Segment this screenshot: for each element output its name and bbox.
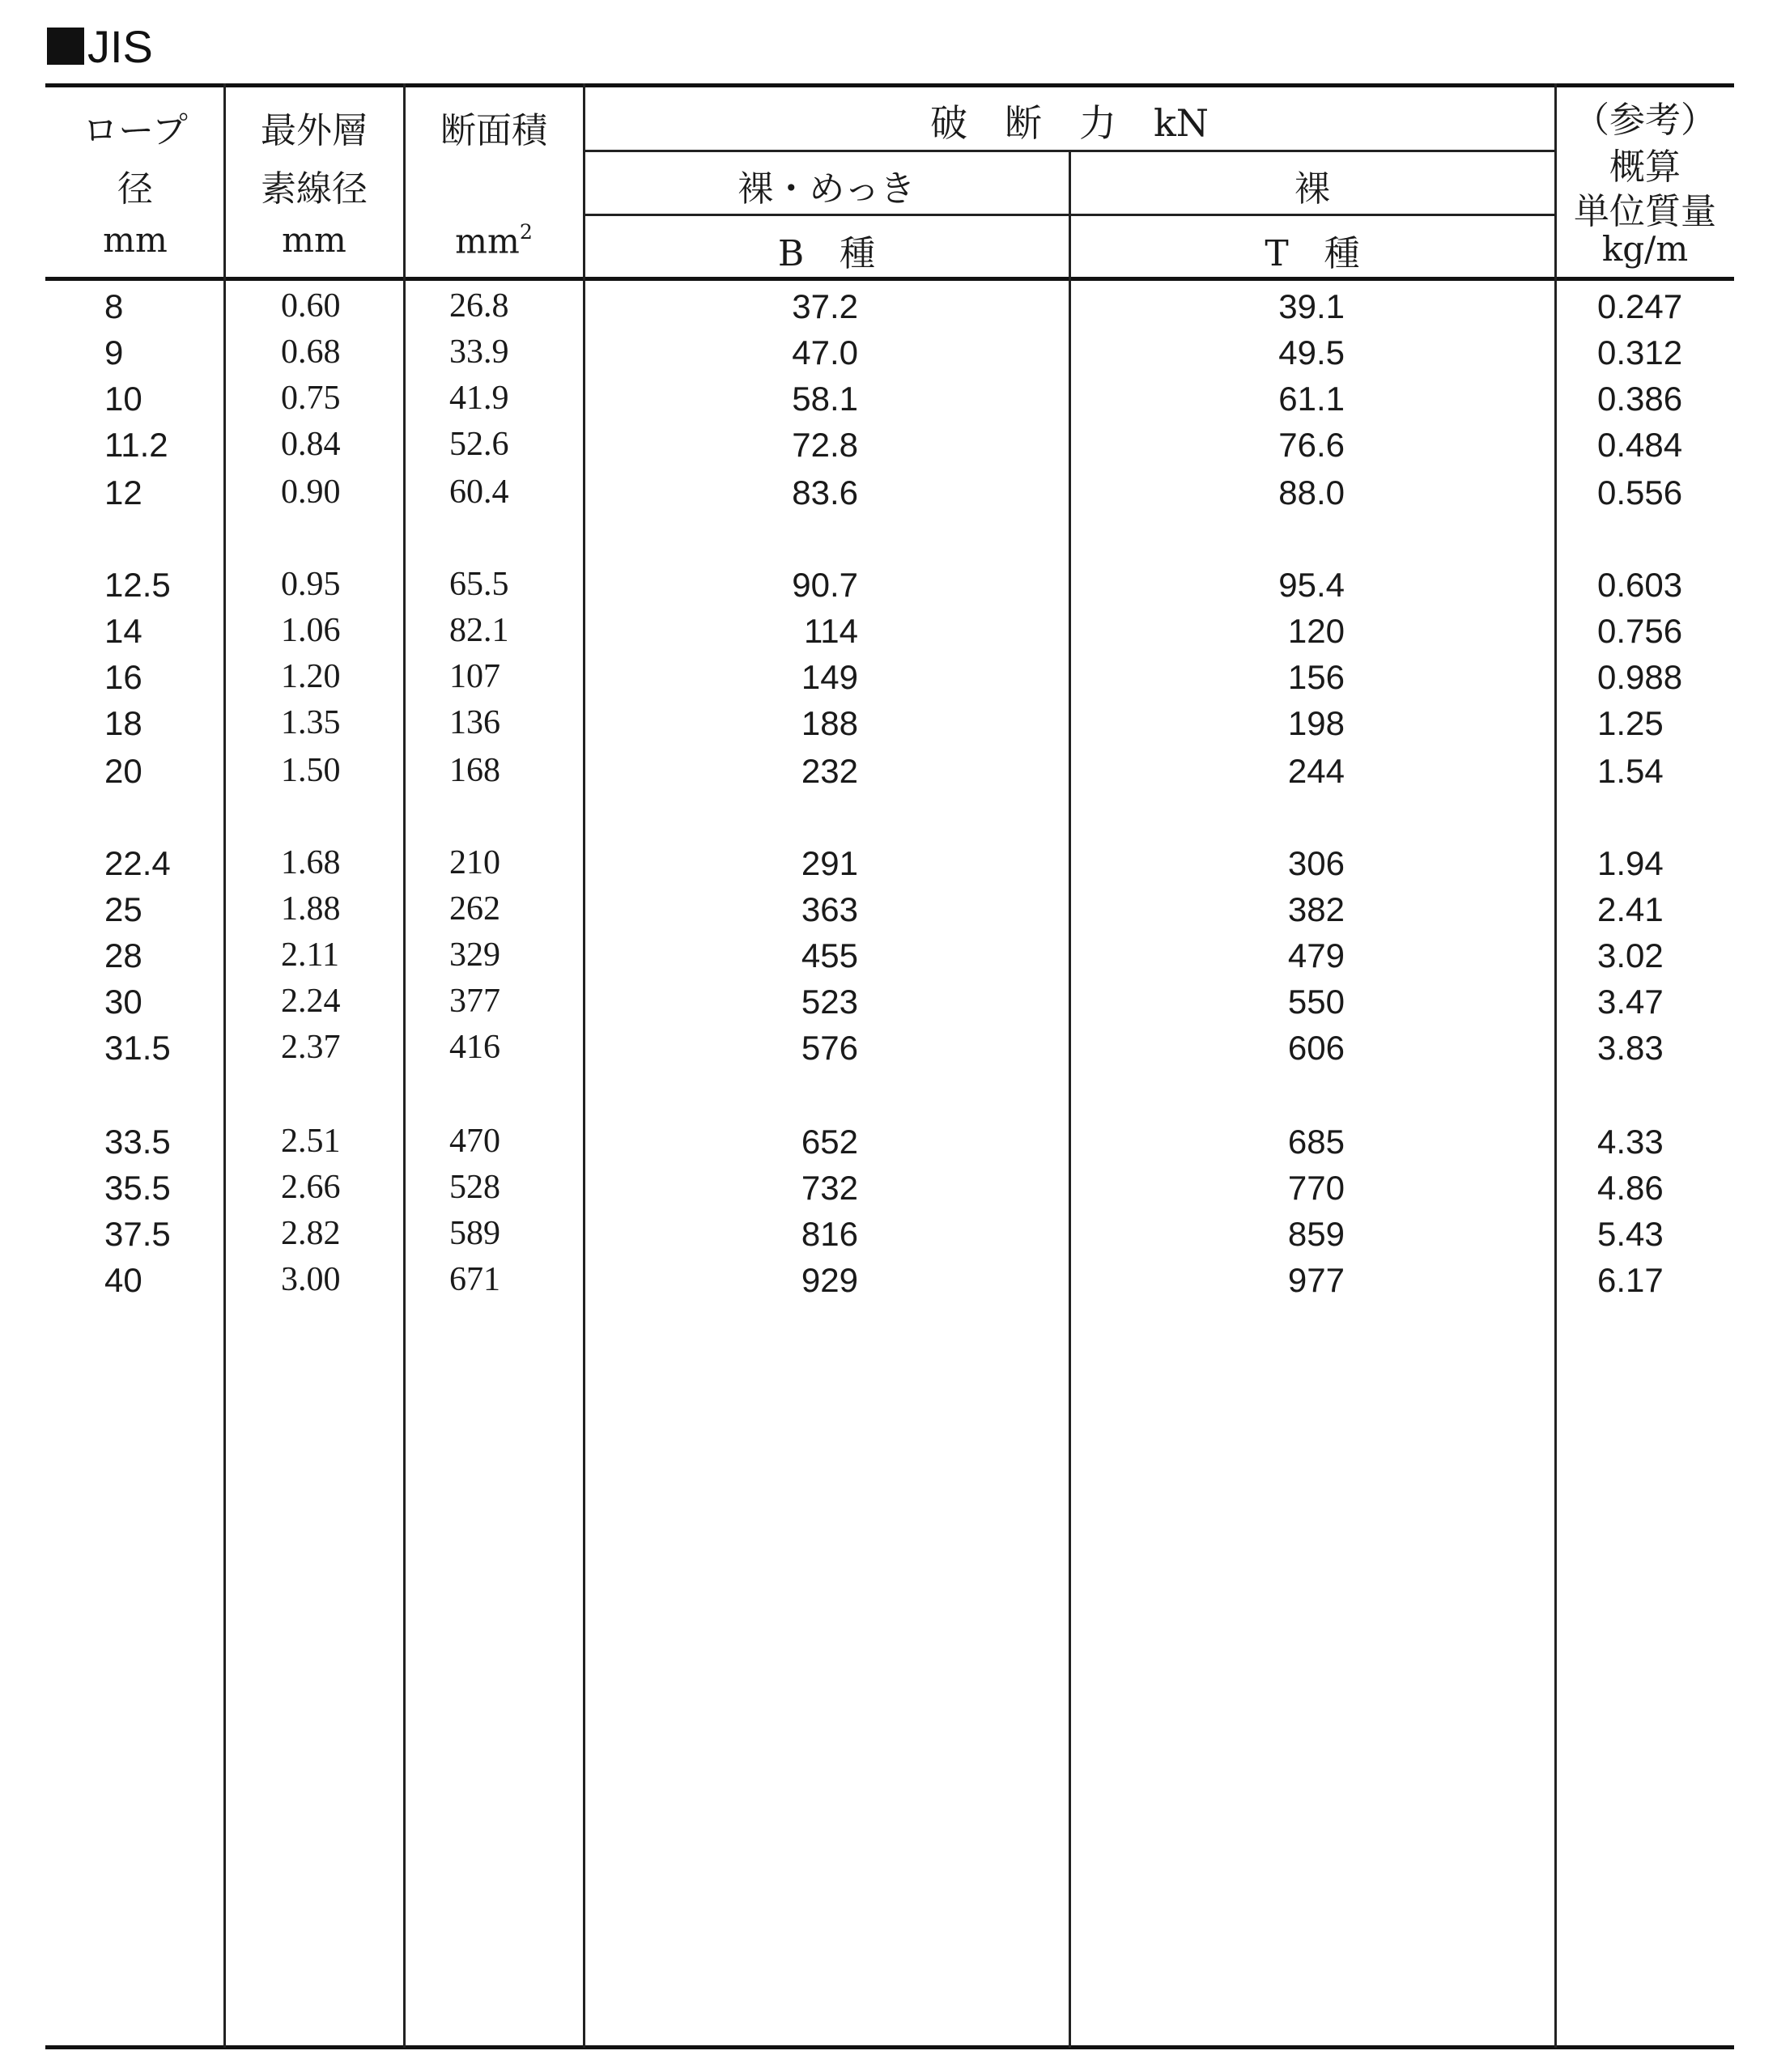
square-bullet-icon — [47, 28, 84, 65]
cell-unit-mass: 0.247 — [1597, 287, 1683, 325]
header-area-unit: $mm^2$ — [455, 220, 533, 261]
header-bottom-rule — [45, 277, 1734, 281]
cell-rope-diameter: 37.5 — [104, 1215, 171, 1253]
cell-rope-diameter: 18 — [104, 704, 142, 742]
cell-breaking-force-t: 685 — [1287, 1123, 1345, 1161]
cell-wire-diameter: 1.50 — [281, 752, 341, 789]
cell-wire-diameter: 1.06 — [281, 612, 341, 649]
cell-breaking-force-b: 929 — [801, 1261, 858, 1299]
cell-unit-mass: 3.83 — [1597, 1029, 1664, 1067]
header-rope-label: ロープ — [83, 110, 188, 151]
cell-breaking-force-t: 479 — [1287, 936, 1345, 974]
cell-cross-section: 329 — [449, 936, 500, 974]
cell-cross-section: 82.1 — [449, 612, 509, 649]
column-divider — [583, 83, 585, 2048]
cell-rope-diameter: 14 — [104, 612, 142, 650]
cell-wire-diameter: 2.51 — [281, 1123, 341, 1160]
cell-cross-section: 33.9 — [449, 333, 509, 371]
cell-rope-diameter: 8 — [104, 287, 124, 325]
cell-wire-diameter: 0.90 — [281, 473, 341, 511]
header-bare-galvanized: 裸・めっき — [738, 168, 916, 210]
cell-breaking-force-t: 606 — [1287, 1029, 1345, 1067]
cell-rope-diameter: 11.2 — [104, 426, 168, 464]
cell-unit-mass: 1.25 — [1597, 704, 1664, 742]
cell-breaking-force-t: 156 — [1287, 658, 1345, 696]
cell-unit-mass: 0.756 — [1597, 612, 1683, 650]
cell-rope-diameter: 20 — [104, 752, 142, 790]
cell-wire-diameter: 0.84 — [281, 426, 341, 463]
column-divider — [1069, 150, 1071, 2048]
cell-breaking-force-b: 149 — [801, 658, 858, 696]
cell-wire-diameter: 1.35 — [281, 704, 341, 741]
header-unit-mass: 単位質量 — [1574, 191, 1716, 232]
cell-breaking-force-b: 455 — [801, 936, 858, 974]
cell-breaking-force-b: 90.7 — [792, 566, 858, 604]
cell-breaking-force-t: 859 — [1287, 1215, 1345, 1253]
cell-cross-section: 52.6 — [449, 426, 509, 463]
table-title — [47, 18, 153, 74]
cell-breaking-force-b: 37.2 — [792, 287, 858, 325]
column-divider — [403, 83, 406, 2048]
cell-cross-section: 416 — [449, 1029, 500, 1066]
cell-cross-section: 470 — [449, 1123, 500, 1160]
header-grade-t: T 種 — [1265, 233, 1360, 274]
cell-unit-mass: 0.484 — [1597, 426, 1683, 464]
cell-unit-mass: 0.312 — [1597, 333, 1683, 372]
cell-rope-diameter: 10 — [104, 380, 142, 418]
cell-unit-mass: 3.02 — [1597, 936, 1664, 974]
cell-cross-section: 377 — [449, 983, 500, 1020]
cell-rope-diameter: 40 — [104, 1261, 142, 1299]
cell-wire-diameter: 2.37 — [281, 1029, 341, 1066]
column-divider — [1554, 83, 1557, 2048]
cell-breaking-force-b: 652 — [801, 1123, 858, 1161]
cell-cross-section: 528 — [449, 1169, 500, 1206]
cell-rope-diameter: 35.5 — [104, 1169, 171, 1207]
cell-cross-section: 65.5 — [449, 566, 509, 603]
cell-breaking-force-t: 306 — [1287, 844, 1345, 882]
cell-unit-mass: 2.41 — [1597, 890, 1664, 928]
cell-unit-mass: 3.47 — [1597, 983, 1664, 1021]
cell-wire-diameter: 1.68 — [281, 844, 341, 881]
cell-cross-section: 107 — [449, 658, 500, 695]
cell-breaking-force-b: 363 — [801, 890, 858, 928]
cell-breaking-force-t: 244 — [1287, 752, 1345, 790]
header-wire-diameter-label: 素線径 — [261, 168, 368, 210]
cell-wire-diameter: 0.75 — [281, 380, 341, 417]
header-wire-unit: mm — [282, 220, 346, 260]
cell-breaking-force-t: 61.1 — [1278, 380, 1345, 418]
cell-rope-diameter: 9 — [104, 333, 124, 372]
cell-rope-diameter: 25 — [104, 890, 142, 928]
cell-unit-mass: 1.94 — [1597, 844, 1664, 882]
header-mass-unit: kg/m — [1601, 229, 1689, 269]
header-approximate: 概算 — [1609, 146, 1681, 188]
table-bottom-rule — [45, 2045, 1734, 2049]
cell-wire-diameter: 0.68 — [281, 333, 341, 371]
cell-rope-diameter: 30 — [104, 983, 142, 1021]
cell-wire-diameter: 2.11 — [281, 936, 339, 974]
cell-rope-diameter: 28 — [104, 936, 142, 974]
cell-breaking-force-t: 39.1 — [1278, 287, 1345, 325]
cell-cross-section: 210 — [449, 844, 500, 881]
cell-rope-diameter: 16 — [104, 658, 142, 696]
cell-breaking-force-b: 232 — [801, 752, 858, 790]
header-grade-b: B 種 — [777, 233, 876, 274]
cell-cross-section: 26.8 — [449, 287, 509, 325]
header-outer-layer-label: 最外層 — [261, 110, 368, 151]
header-divider-1 — [585, 150, 1557, 152]
cell-unit-mass: 0.988 — [1597, 658, 1683, 696]
cell-wire-diameter: 1.20 — [281, 658, 341, 695]
cell-breaking-force-t: 76.6 — [1278, 426, 1345, 464]
cell-breaking-force-b: 58.1 — [792, 380, 858, 418]
header-rope-unit: mm — [103, 220, 168, 260]
cell-wire-diameter: 2.66 — [281, 1169, 341, 1206]
cell-cross-section: 671 — [449, 1261, 500, 1298]
cell-unit-mass: 4.33 — [1597, 1123, 1664, 1161]
cell-breaking-force-t: 770 — [1287, 1169, 1345, 1207]
header-cross-section-label: 断面積 — [440, 110, 547, 151]
cell-breaking-force-b: 188 — [801, 704, 858, 742]
header-breaking-force: 破 断 力 kN — [929, 101, 1209, 145]
header-bare: 裸 — [1294, 168, 1330, 210]
cell-breaking-force-b: 47.0 — [792, 333, 858, 372]
cell-cross-section: 262 — [449, 890, 500, 928]
cell-wire-diameter: 2.24 — [281, 983, 341, 1020]
title-text: JIS — [87, 20, 153, 72]
cell-cross-section: 589 — [449, 1215, 500, 1252]
cell-breaking-force-t: 382 — [1287, 890, 1345, 928]
cell-wire-diameter: 3.00 — [281, 1261, 341, 1298]
column-divider — [223, 83, 226, 2048]
cell-breaking-force-b: 816 — [801, 1215, 858, 1253]
cell-rope-diameter: 33.5 — [104, 1123, 171, 1161]
cell-rope-diameter: 12 — [104, 473, 142, 512]
cell-unit-mass: 0.556 — [1597, 473, 1683, 512]
cell-breaking-force-t: 95.4 — [1278, 566, 1345, 604]
cell-cross-section: 60.4 — [449, 473, 509, 511]
cell-breaking-force-b: 291 — [801, 844, 858, 882]
cell-rope-diameter: 22.4 — [104, 844, 171, 882]
cell-wire-diameter: 0.60 — [281, 287, 341, 325]
cell-breaking-force-b: 114 — [804, 612, 858, 650]
cell-wire-diameter: 0.95 — [281, 566, 341, 603]
cell-breaking-force-b: 83.6 — [792, 473, 858, 512]
cell-unit-mass: 1.54 — [1597, 752, 1664, 790]
cell-unit-mass: 0.386 — [1597, 380, 1683, 418]
header-divider-2 — [585, 214, 1557, 216]
cell-breaking-force-t: 198 — [1287, 704, 1345, 742]
cell-unit-mass: 0.603 — [1597, 566, 1683, 604]
cell-cross-section: 136 — [449, 704, 500, 741]
cell-breaking-force-t: 977 — [1287, 1261, 1345, 1299]
cell-breaking-force-t: 49.5 — [1278, 333, 1345, 372]
cell-breaking-force-t: 120 — [1287, 612, 1345, 650]
header-reference: （参考） — [1574, 100, 1716, 141]
cell-unit-mass: 5.43 — [1597, 1215, 1664, 1253]
cell-wire-diameter: 2.82 — [281, 1215, 341, 1252]
cell-cross-section: 168 — [449, 752, 500, 789]
table-top-rule — [45, 83, 1734, 87]
header-diameter-label: 径 — [117, 168, 153, 210]
cell-unit-mass: 6.17 — [1597, 1261, 1664, 1299]
cell-breaking-force-b: 732 — [801, 1169, 858, 1207]
cell-breaking-force-b: 72.8 — [792, 426, 858, 464]
cell-cross-section: 41.9 — [449, 380, 509, 417]
cell-wire-diameter: 1.88 — [281, 890, 341, 928]
cell-rope-diameter: 12.5 — [104, 566, 171, 604]
cell-breaking-force-t: 88.0 — [1278, 473, 1345, 512]
cell-rope-diameter: 31.5 — [104, 1029, 171, 1067]
cell-breaking-force-b: 523 — [801, 983, 858, 1021]
cell-unit-mass: 4.86 — [1597, 1169, 1664, 1207]
cell-breaking-force-b: 576 — [801, 1029, 858, 1067]
cell-breaking-force-t: 550 — [1287, 983, 1345, 1021]
